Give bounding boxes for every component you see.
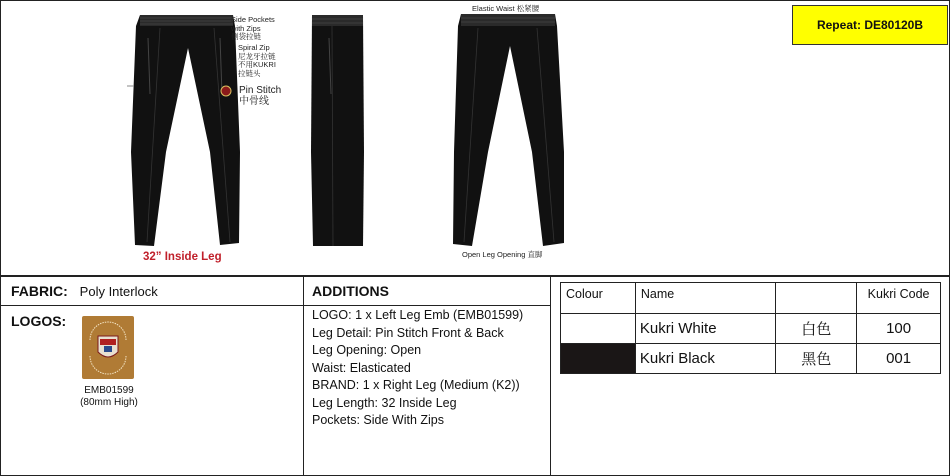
column-divider — [550, 276, 551, 476]
callout-text: 中骨线 — [239, 96, 269, 107]
list-item: Leg Length: 32 Inside Leg — [312, 395, 457, 410]
colour-code: 100 — [857, 314, 941, 344]
logo-caption — [61, 385, 157, 409]
fabric-row — [11, 283, 158, 299]
pin-stitch-callout — [239, 85, 281, 107]
list-item: Leg Detail: Pin Stitch Front & Back — [312, 325, 504, 340]
additions-list — [312, 307, 523, 430]
list-item: Leg Opening: Open — [312, 343, 422, 357]
row-divider — [1, 305, 550, 306]
logos-label: LOGOS: — [11, 313, 67, 329]
column-header-name: Name — [635, 283, 776, 314]
side-view-trousers — [311, 15, 364, 246]
fabric-value: Poly Interlock — [79, 284, 158, 299]
list-item: Waist: Elasticated — [312, 360, 411, 375]
list-item: BRAND: 1 x Right Leg (Medium (K2)) — [312, 378, 520, 392]
colour-chinese-name: 黑色 — [776, 344, 857, 374]
colour-swatch-white — [561, 314, 636, 344]
logo-size: (80mm High) — [80, 397, 138, 408]
section-divider — [1, 275, 949, 277]
spiral-zip-callout — [238, 44, 276, 78]
front-view-trousers — [127, 15, 240, 246]
open-leg-callout: Open Leg Opening 直脚 — [462, 250, 543, 259]
additions-title: ADDITIONS — [312, 283, 389, 299]
table-header-row — [561, 283, 941, 314]
column-divider — [303, 276, 304, 476]
table-row — [561, 314, 941, 344]
elastic-waist-callout: Elastic Waist 松紧腰 — [472, 4, 540, 13]
colour-code: 001 — [857, 344, 941, 374]
colour-name: Kukri Black — [635, 344, 776, 374]
callout-text: 不用KUKRI — [238, 60, 276, 69]
table-row — [561, 344, 941, 374]
garment-artwork — [2, 2, 948, 275]
callout-text: with Zips — [231, 23, 261, 33]
list-item: LOGO: 1 x Left Leg Emb (EMB01599) — [312, 308, 524, 322]
callout-text: Spiral Zip — [238, 43, 270, 52]
callout-text: 侧袋拉链 — [231, 32, 261, 41]
column-header-blank — [776, 283, 857, 314]
callout-text: 尼龙牙拉链 — [238, 51, 276, 61]
back-view-trousers — [453, 14, 564, 246]
list-item: Pockets: Side With Zips — [312, 413, 444, 427]
repeat-code-badge: Repeat: DE80120B — [792, 5, 948, 45]
callout-text: Pin Stitch — [239, 85, 282, 96]
colour-chinese-name: 白色 — [776, 314, 857, 344]
callout-text: 拉链头 — [238, 68, 261, 78]
colour-name: Kukri White — [635, 314, 776, 344]
colour-table — [560, 282, 941, 374]
side-pockets-callout — [231, 16, 275, 42]
colour-swatch-black — [561, 344, 636, 374]
column-header-colour: Colour — [561, 283, 636, 314]
logo-code: EMB01599 — [84, 385, 134, 396]
column-header-kukri-code: Kukri Code — [857, 283, 941, 314]
fabric-label: FABRIC: — [11, 283, 68, 299]
inside-leg-label: 32” Inside Leg — [143, 251, 222, 263]
callout-text: Side Pockets — [231, 15, 275, 24]
university-crest-logo — [82, 316, 134, 379]
